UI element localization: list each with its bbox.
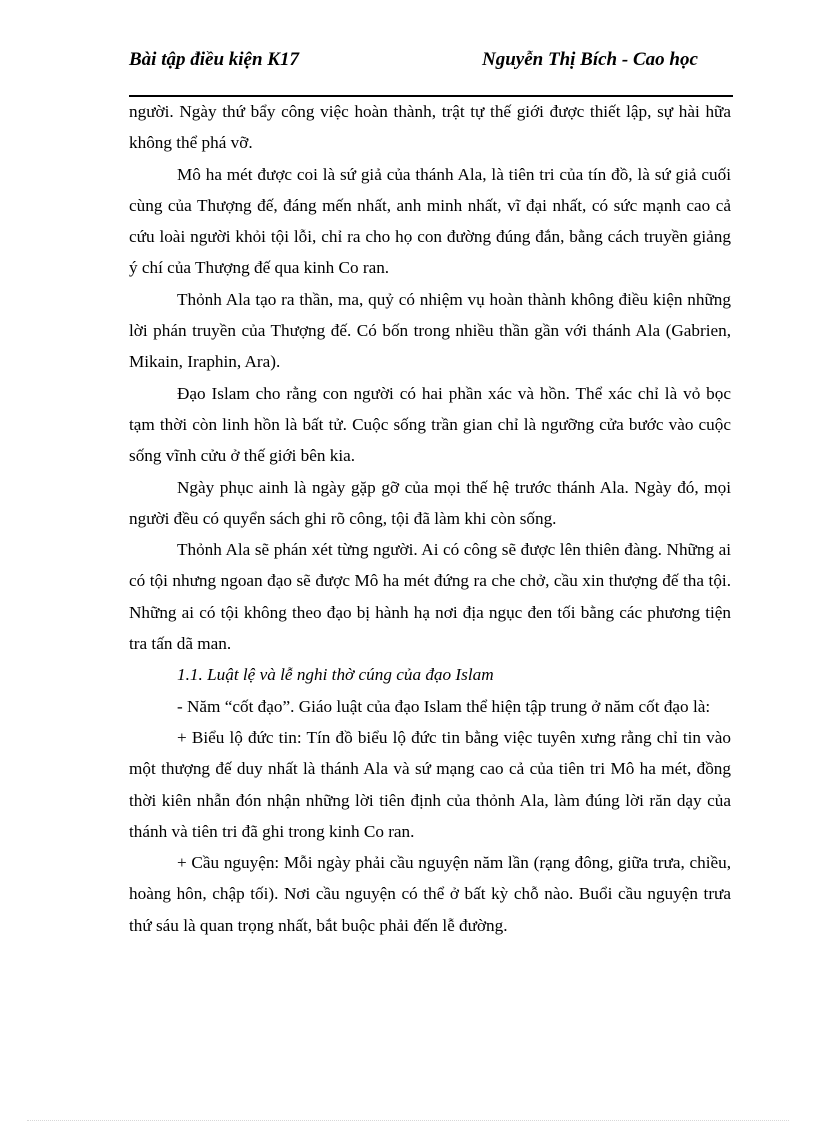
document-body xyxy=(129,96,731,941)
paragraph: người. Ngày thứ bẩy công việc hoàn thành, trật tự thế giới được thiết lập, sự hài hữa không thể phá vỡ. xyxy=(129,102,731,153)
header-author: Nguyễn Thị Bích - Cao học xyxy=(482,49,698,70)
paragraph: Thỏnh Ala sẽ phán xét từng người. Ai có công sẽ được lên thiên đàng. Những ai có tội nhưng ngoan đạo sẽ được Mô ha mét đứng ra che chở, cầu xin thượng đế tha tội. Những ai có tội không theo đạo bị hành hạ nơi địa ngục đen tối bằng các phương tiện tra tấn dã man. xyxy=(129,540,731,654)
paragraph: + Cầu nguyện: Mỗi ngày phải cầu nguyện năm lần (rạng đông, giữa trưa, chiều, hoàng hôn, chập tối). Nơi cầu nguyện có thể ở bất kỳ chỗ nào. Buổi cầu nguyện trưa thứ sáu là quan trọng nhất, bắt buộc phải đến lễ đường. xyxy=(129,853,731,935)
paragraph: - Năm “cốt đạo”. Giáo luật của đạo Islam thể hiện tập trung ở năm cốt đạo là: xyxy=(177,696,711,716)
paragraph: Thỏnh Ala tạo ra thần, ma, quỷ có nhiệm vụ hoàn thành không điều kiện những lời phán truyền của Thượng đế. Có bốn trong nhiều thần gần với thánh Ala (Gabrien, Mikain, Iraphin, Ara). xyxy=(129,289,731,372)
paragraph: Mô ha mét được coi là sứ giả của thánh Ala, là tiên tri của tín đồ, là sứ giả cuối cùng của Thượng đế, đáng mến nhất, anh minh nhất, vĩ đại nhất, có sức mạnh cao cả cứu loài người khỏi tội lỗi, chỉ ra cho họ con đường đúng đắn, bằng cách truyền giảng ý chí của Thượng đế qua kinh Co ran. xyxy=(129,164,731,278)
paragraph: Ngày phục ainh là ngày gặp gỡ của mọi thế hệ trước thánh Ala. Ngày đó, mọi người đều có quyển sách ghi rõ công, tội đã làm khi còn sống. xyxy=(129,477,731,528)
header-left-title: Bài tập điều kiện K17 xyxy=(129,49,299,70)
paragraph: + Biểu lộ đức tin: Tín đồ biểu lộ đức tin bằng việc tuyên xưng rằng chỉ tin vào một thượng đế duy nhất là thánh Ala và sứ mạng cao cả của tiên tri Mô ha mét, đồng thời kiên nhẫn đón nhận những lời tiên định của thỏnh Ala, làm đúng lời răn dạy của thánh và tiên tri đã ghi trong kinh Co ran. xyxy=(129,727,731,841)
page-bottom-border xyxy=(27,1120,789,1121)
paragraph: Đạo Islam cho rằng con người có hai phần xác và hồn. Thể xác chỉ là vỏ bọc tạm thời còn linh hồn là bất tử. Cuộc sống trần gian chỉ là ngưỡng cửa bước vào cuộc sống vĩnh cửu ở thế giới bên kia. xyxy=(129,383,731,466)
page-header xyxy=(129,49,731,97)
section-heading: 1.1. Luật lệ và lễ nghi thờ cúng của đạo Islam xyxy=(177,665,494,685)
